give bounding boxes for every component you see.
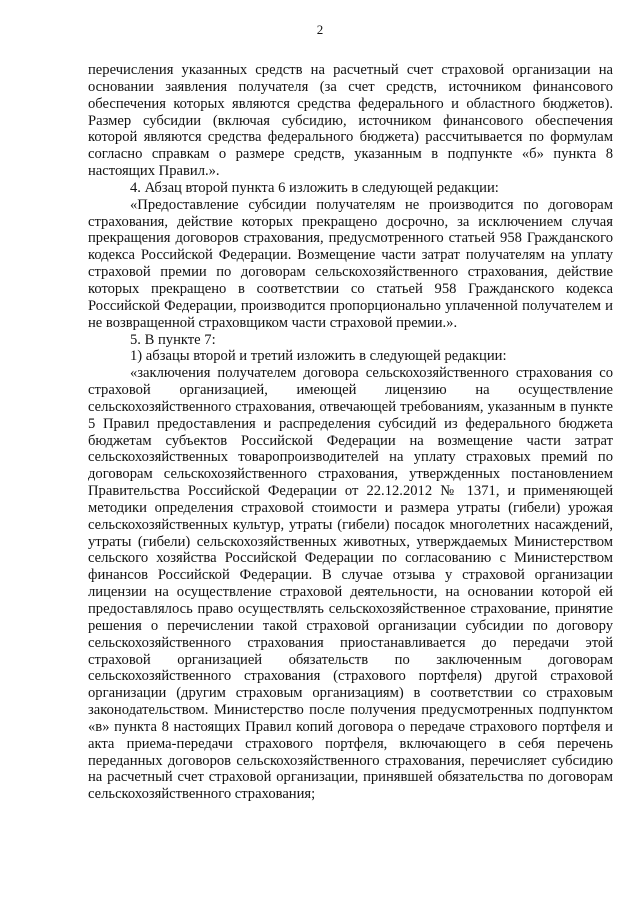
- paragraph-item-4-text: «Предоставление субсидии получателям не производится по договорам страхования, действие которых прекращено досрочно, за исключением случая прекращения договоров страхования, предусмотренного статьей 958 Гражданского кодекса Российской Федерации. Возмещение части затрат получателям на уплату страховой премии по договорам сельскохозяйственного страхования, действие которых прекращено в соответствии со статьей 958 Гражданского кодекса Российской Федерации, производится пропорционально уплаченной получателем и не возвращенной страховщиком части страховой премии.».: [88, 196, 613, 331]
- document-body: [88, 62, 613, 803]
- paragraph-item-5-sub-1-text: «заключения получателем договора сельскохозяйственного страхования со страховой организацией, имеющей лицензию на осуществление сельскохозяйственного страхования, отвечающей требованиям, указанным в пункте 5 Правил предоставления и распределения субсидий из федерального бюджета бюджетам субъектов Российской Федерации на возмещение части затрат сельскохозяйственных товаропроизводителей на уплату страховых премий по договорам сельскохозяйственного страхования, утвержденных постановлением Правительства Российской Федерации от 22.12.2012 № 1371, и применяющей методики определения страховой стоимости и размера утраты (гибели) урожая сельскохозяйственных культур, утраты (гибели) посадок многолетних насаждений, утраты (гибели) сельскохозяйственных животных, утверждаемых Министерством сельского хозяйства Российской Федерации по согласованию с Министерством финансов Российской Федерации. В случае отзыва у страховой организации лицензии на осуществление страховой деятельности, на основании которой ей предоставлялось право осуществлять сельскохозяйственное страхование, принятие решения о перечислении такой страховой организации субсидии по договору сельскохозяйственного страхования приостанавливается до передачи этой страховой организацией обязательств по заключенным договорам сельскохозяйственного страхования (страхового портфеля) другой страховой организации (другим страховым организациям) в соответствии со страховым законодательством. Министерство после получения предусмотренных подпунктом «в» пункта 8 настоящих Правил копий договора о передаче страхового портфеля и акта приема-передачи страхового портфеля, включающего в себя перечень переданных договоров сельскохозяйственного страхования, перечисляет субсидию на расчетный счет страховой организации, принявшей обязательства по договорам сельскохозяйственного страхования;: [88, 365, 613, 803]
- paragraph-item-4: 4. Абзац второй пункта 6 изложить в следующей редакции:: [130, 179, 499, 196]
- paragraph-item-5-sub-1: 1) абзацы второй и третий изложить в следующей редакции:: [130, 348, 507, 365]
- page-number: 2: [316, 22, 324, 37]
- paragraph-continuation: перечисления указанных средств на расчетный счет страховой организации на основании заявления получателя (за счет средств, источником финансового обеспечения которых являются средства федерального и областного бюджетов). Размер субсидии (включая субсидию, источником финансового обеспечения которой являются средства федерального бюджета) рассчитывается по формулам согласно справкам о размере средств, указанным в подпункте «б» пункта 8 настоящих Правил.».: [88, 62, 613, 180]
- paragraph-item-5: 5. В пункте 7:: [130, 331, 216, 348]
